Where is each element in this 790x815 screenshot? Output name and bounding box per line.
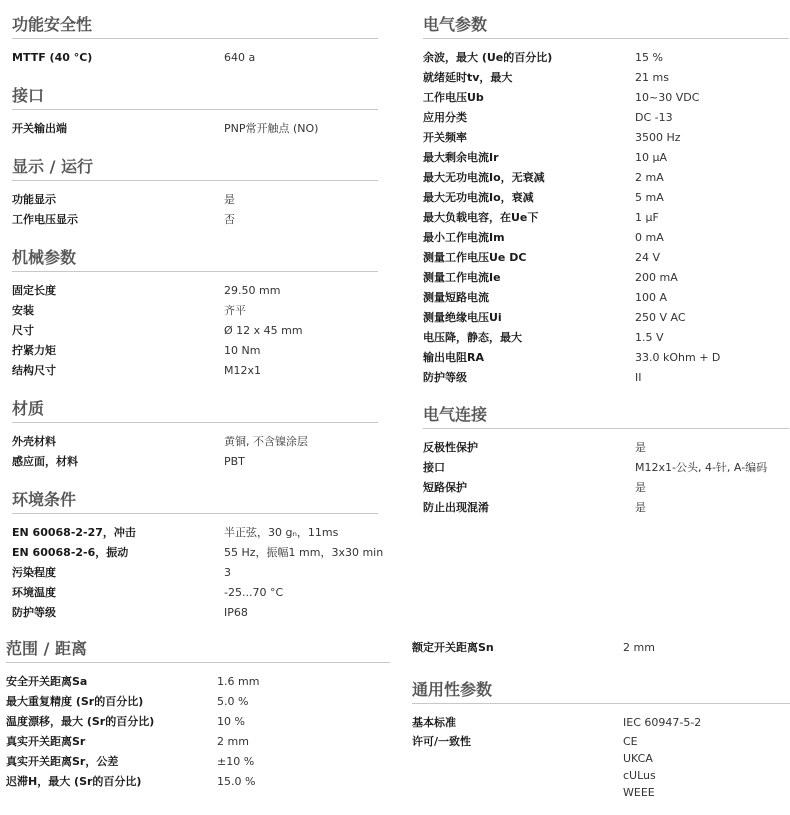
section-electrical-connection <box>423 402 789 518</box>
spec-label: 应用分类 <box>423 111 467 124</box>
spec-label: 开关输出端 <box>12 122 67 135</box>
spec-row <box>6 672 390 692</box>
spec-label: 安全开关距离Sa <box>6 675 88 688</box>
spec-label: 最大负载电容，在Ue下 <box>423 211 539 224</box>
spec-row <box>12 301 378 321</box>
spec-label: 工作电压Ub <box>423 91 484 104</box>
spec-label: MTTF (40 °C) <box>12 51 93 64</box>
section-interface <box>12 83 378 139</box>
spec-value: 15.0 % <box>217 775 256 788</box>
spec-value: 是 <box>635 501 646 514</box>
spec-value: PNP常开触点 (NO) <box>224 122 319 135</box>
spec-value: 5.0 % <box>217 695 249 708</box>
spec-value: 0 mA <box>635 231 664 244</box>
spec-label: 最大剩余电流Ir <box>423 151 499 164</box>
spec-value: 15 % <box>635 51 663 64</box>
spec-value: 250 V AC <box>635 311 686 324</box>
approvals-list <box>623 733 656 801</box>
spec-row <box>423 168 789 188</box>
section-title: 范围 / 距离 <box>6 636 390 663</box>
section-rated-switching-distance <box>412 638 790 658</box>
section-title: 通用性参数 <box>412 677 790 704</box>
spec-value: 2 mA <box>635 171 664 184</box>
spec-value: 10 µA <box>635 151 668 164</box>
spec-value: 1.5 V <box>635 331 664 344</box>
spec-value: IP68 <box>224 606 248 619</box>
spec-label: 输出电阻RA <box>423 351 484 364</box>
spec-label: 测量绝缘电压Ui <box>423 311 502 324</box>
spec-value: PBT <box>224 455 245 468</box>
spec-label: 工作电压显示 <box>12 213 78 226</box>
spec-row <box>423 88 789 108</box>
section-title: 材质 <box>12 396 378 423</box>
spec-row <box>412 713 790 733</box>
spec-label: 电压降，静态，最大 <box>423 331 522 344</box>
spec-value: 5 mA <box>635 191 664 204</box>
spec-row <box>412 638 790 658</box>
spec-row <box>6 732 390 752</box>
spec-row <box>423 288 789 308</box>
spec-value: 21 ms <box>635 71 669 84</box>
spec-label: EN 60068-2-6，振动 <box>12 546 129 559</box>
spec-label: EN 60068-2-27，冲击 <box>12 526 136 539</box>
spec-label: 测量工作电压Ue DC <box>423 251 527 264</box>
spec-row <box>423 438 789 458</box>
spec-row-function-display <box>12 190 378 210</box>
spec-row <box>12 583 378 603</box>
spec-label: 测量工作电流Ie <box>423 271 501 284</box>
spec-value: M12x1 <box>224 364 261 377</box>
section-range <box>6 636 390 792</box>
spec-row <box>12 543 384 563</box>
spec-row <box>423 368 789 388</box>
section-title: 电气参数 <box>423 12 789 39</box>
spec-row-voltage-display <box>12 210 378 230</box>
spec-row <box>6 692 390 712</box>
spec-value: 10~30 VDC <box>635 91 700 104</box>
spec-row <box>12 281 378 301</box>
spec-value: 黄铜, 不含镍涂层 <box>224 435 308 448</box>
spec-label: 外壳材料 <box>12 435 56 448</box>
spec-row <box>423 498 789 518</box>
spec-value: 2 mm <box>623 641 655 654</box>
spec-row <box>423 188 789 208</box>
section-mechanical <box>12 245 378 381</box>
spec-label: 迟滞H，最大 (Sr的百分比) <box>6 775 142 788</box>
spec-row <box>423 208 789 228</box>
spec-label: 功能显示 <box>12 193 56 206</box>
section-title: 显示 / 运行 <box>12 154 378 181</box>
section-title: 电气连接 <box>423 402 789 429</box>
approval-item: CE <box>623 735 638 748</box>
spec-value: 640 a <box>224 51 256 64</box>
spec-row <box>423 128 789 148</box>
spec-label: 开关频率 <box>423 131 467 144</box>
spec-value: DC -13 <box>635 111 673 124</box>
spec-row <box>423 268 789 288</box>
spec-row <box>423 108 789 128</box>
spec-row <box>12 432 378 452</box>
spec-row <box>12 452 378 472</box>
section-title: 功能安全性 <box>12 12 378 39</box>
spec-value: 齐平 <box>224 304 246 317</box>
spec-value: 是 <box>224 193 235 206</box>
spec-value: 100 A <box>635 291 668 304</box>
section-title: 机械参数 <box>12 245 378 272</box>
spec-row <box>423 348 789 368</box>
spec-value: Ø 12 x 45 mm <box>224 324 303 337</box>
spec-row <box>423 478 789 498</box>
approval-item: cULus <box>623 769 656 782</box>
spec-value: 55 Hz，振幅1 mm，3x30 min <box>224 546 384 559</box>
spec-row <box>423 248 789 268</box>
spec-row <box>6 772 390 792</box>
spec-label: 安装 <box>12 304 34 317</box>
section-title: 接口 <box>12 83 378 110</box>
section-title: 环境条件 <box>12 487 378 514</box>
spec-value: 半正弦，30 gₙ，11ms <box>224 526 339 539</box>
spec-row-mttf <box>12 48 378 68</box>
spec-label: 防护等级 <box>12 606 56 619</box>
spec-value: ±10 % <box>217 755 255 768</box>
spec-row <box>12 523 378 543</box>
spec-label: 真实开关距离Sr <box>6 735 86 748</box>
spec-value: 1.6 mm <box>217 675 260 688</box>
spec-row <box>12 321 378 341</box>
spec-label: 最大无功电流Io，衰减 <box>423 191 534 204</box>
spec-value: 1 µF <box>635 211 659 224</box>
section-electrical <box>423 12 789 388</box>
section-functional-safety <box>12 12 378 68</box>
spec-label: 最大重复精度 (Sr的百分比) <box>6 695 144 708</box>
spec-value: 3 <box>224 566 231 579</box>
spec-row <box>423 48 789 68</box>
spec-label: 防护等级 <box>423 371 467 384</box>
spec-value: 2 mm <box>217 735 249 748</box>
spec-value: -25...70 °C <box>224 586 284 599</box>
spec-row <box>423 68 789 88</box>
spec-row <box>6 752 390 772</box>
spec-label: 环境温度 <box>12 586 56 599</box>
spec-row-approvals <box>412 733 790 803</box>
spec-value: 是 <box>635 441 646 454</box>
section-material <box>12 396 378 472</box>
spec-label: 防止出现混淆 <box>423 501 489 514</box>
spec-row <box>6 712 390 732</box>
spec-value: 是 <box>635 481 646 494</box>
approval-item: UKCA <box>623 752 653 765</box>
spec-label: 就绪延时tv，最大 <box>423 71 513 84</box>
spec-label: 污染程度 <box>12 566 56 579</box>
approval-item: WEEE <box>623 786 655 799</box>
spec-label: 接口 <box>423 461 445 474</box>
spec-row-switch-output <box>12 119 378 139</box>
spec-label: 尺寸 <box>12 324 34 337</box>
spec-value: 10 Nm <box>224 344 261 357</box>
spec-row <box>12 361 378 381</box>
spec-row <box>423 148 789 168</box>
spec-label: 额定开关距离Sn <box>412 641 494 654</box>
spec-label: 感应面，材料 <box>12 455 78 468</box>
section-general <box>412 677 790 803</box>
spec-label: 固定长度 <box>12 284 56 297</box>
spec-value: 3500 Hz <box>635 131 681 144</box>
spec-label: 许可/一致性 <box>412 735 472 748</box>
spec-row <box>423 228 789 248</box>
section-environment <box>12 487 384 623</box>
spec-value: II <box>635 371 642 384</box>
spec-label: 温度漂移，最大 (Sr的百分比) <box>6 715 155 728</box>
section-display <box>12 154 378 230</box>
spec-value: 200 mA <box>635 271 678 284</box>
spec-value: M12x1-公头, 4-针, A-编码 <box>635 461 768 474</box>
spec-label: 真实开关距离Sr，公差 <box>6 755 119 768</box>
spec-value: IEC 60947-5-2 <box>623 716 702 729</box>
spec-row <box>12 603 378 623</box>
spec-row <box>423 308 789 328</box>
spec-value: 否 <box>224 213 235 226</box>
spec-label: 结构尺寸 <box>12 364 56 377</box>
spec-label: 测量短路电流 <box>423 291 489 304</box>
spec-row <box>423 458 789 478</box>
spec-label: 最大无功电流Io，无衰减 <box>423 171 545 184</box>
spec-label: 基本标准 <box>412 716 456 729</box>
spec-value: 24 V <box>635 251 661 264</box>
spec-row <box>423 328 789 348</box>
spec-label: 拧紧力矩 <box>12 344 56 357</box>
spec-label: 最小工作电流Im <box>423 231 505 244</box>
spec-row <box>12 341 378 361</box>
spec-row <box>12 563 378 583</box>
spec-value: 33.0 kOhm + D <box>635 351 721 364</box>
spec-value: 10 % <box>217 715 245 728</box>
spec-label: 余波，最大 (Ue的百分比) <box>423 51 553 64</box>
spec-label: 反极性保护 <box>423 441 478 454</box>
spec-value: 29.50 mm <box>224 284 281 297</box>
spec-label: 短路保护 <box>423 481 467 494</box>
